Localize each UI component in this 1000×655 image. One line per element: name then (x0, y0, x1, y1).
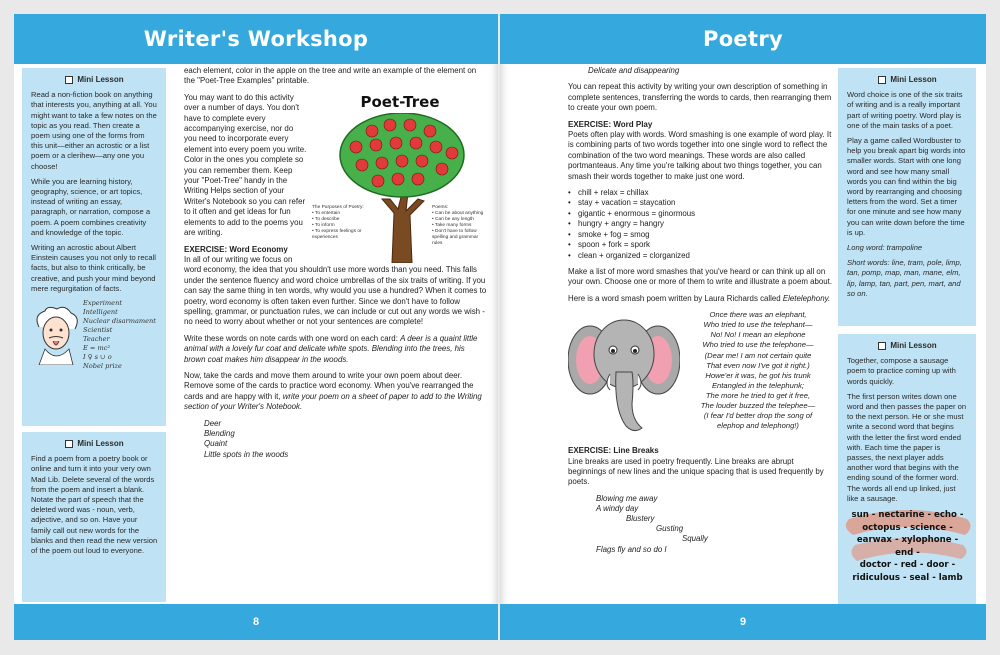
poem-line: That even now I've got it right.) (706, 360, 810, 370)
mini-lesson-title: Mini Lesson (890, 341, 937, 350)
poem-line: Once there was an elephant, (709, 310, 807, 320)
body-paragraph: You can repeat this activity by writing your own description of something in complete sentences, transferring the words to cards, then rearranging them to create your own poem. (568, 82, 832, 113)
poet-tree-title: Poet-Tree (360, 92, 440, 111)
mini-lesson-paragraph: Word choice is one of the six traits of writing and is a really important part of writing poetry. Word play is one of the main tasks of a poet. (847, 90, 963, 130)
sausage-line: ridiculous - seal - lamb (852, 572, 963, 583)
text-run: Now, take the cards and move them around to write your own poem about deer. Remove some of the cards to practice word economy. When you've rearranged the cards and are happy with it, (184, 370, 474, 401)
poem-line: The louder buzzed the telephee— (700, 400, 816, 410)
elephant-section (568, 310, 834, 442)
elephant-poem (680, 310, 834, 431)
caption-line: • Can be about anything (432, 210, 484, 216)
mini-lesson-box (838, 68, 976, 326)
text-run: Eletelephony. (782, 293, 831, 303)
sausage-poem (847, 509, 968, 584)
acrostic-line: I ♀ s ∪ o (83, 353, 112, 362)
acrostic-line: Teacher (83, 335, 110, 344)
caption-line: • To inform (312, 222, 335, 228)
right-page-title: Poetry (703, 27, 783, 51)
sausage-line: doctor - red - door - (859, 560, 956, 571)
deer-poem (184, 419, 488, 461)
mini-lesson-paragraph: Short words: line, tram, pole, limp, tan, pomp, map, man, mane, elm, lip, lamp, tan, part, pen, mart, and so on. (847, 258, 962, 298)
mini-lesson-box (838, 334, 976, 604)
poem-line: Flags fly and so do I (596, 544, 667, 554)
poem-line: Gusting (656, 523, 684, 533)
poem-line: Deer (204, 418, 222, 428)
list-item: • clean + organized = clorganized (568, 251, 834, 261)
checkbox-icon[interactable] (878, 76, 886, 84)
poem-line: Blowing me away (596, 493, 658, 503)
poem-line: Delicate and disappearing (588, 66, 680, 75)
elephant-icon (568, 310, 680, 438)
poem-line: (Dear me! I am not certain quite (704, 350, 812, 360)
sausage-lines (847, 509, 968, 584)
text-run: Write these words on note cards with one word on each card: (184, 333, 401, 343)
acrostic-line: Scientist (83, 326, 113, 335)
left-page-footer (14, 604, 498, 640)
mini-lesson-paragraph: While you are learning history, geography, science, or art topics, instead of writing an essay, paragraph, or narration, compose a poem. A poem combines creativity and knowledge of the topic. (31, 176, 151, 237)
poem-line: Blustery (626, 513, 655, 523)
right-page-footer (500, 604, 986, 640)
caption-line: Poems: (432, 204, 449, 210)
poem-line: Squally (682, 533, 708, 543)
text-run: A deer is a quaint little animal with a lovely fur coat and delicate white spots. Blending into the trees, his brown coat makes him disappear in the woods. (184, 333, 478, 364)
mini-lesson-title: Mini Lesson (890, 75, 937, 84)
einstein-illustration (31, 299, 158, 379)
text-run: Here is a word smash poem written by Laura Richards called (568, 293, 783, 303)
caption-line: • To express feelings or experiences (312, 228, 362, 240)
mini-lesson-paragraph: The first person writes down one word and then passes the paper on to the next person. He or she must write a second word that begins with the letter the first word ended with. Each time the paper is passes, the next player adds another word that begins with the ending sound of the former word. The words all end up linked, just like a sausage. (847, 391, 967, 503)
poem-line: Quaint (204, 439, 228, 449)
body-paragraph: Poets often play with words. Word smashing is one example of word play. It is combining parts of two words together into one single word to reflect the combination of the two word meanings. These words are also called portmanteaus. Any time you're talking about two things together, you can smash their words together to make just one word. (568, 130, 832, 181)
mini-lesson-paragraph: Writing an acrostic about Albert Einstein causes you not only to recall facts, but also to think critically, be creative, and push your mind beyond mere regurgitation of facts. (31, 243, 156, 293)
caption-line: • Don't have to follow spelling and grammar rules (432, 228, 479, 246)
list-item: • smoke + fog = smog (568, 230, 834, 240)
poem-line: Who tried to use the telephone— (702, 340, 814, 350)
list-item: • stay + vacation = staycation (568, 198, 834, 208)
right-main-column (568, 66, 834, 606)
poem-line: (I fear I'd better drop the song of (703, 411, 813, 421)
exercise-heading: EXERCISE: Word Play (568, 119, 653, 129)
mini-lesson-title: Mini Lesson (77, 439, 124, 448)
left-page-title: Writer's Workshop (143, 27, 369, 51)
left-main-column (184, 66, 488, 606)
mini-lesson-paragraph: Read a non-fiction book on anything that interests you, anything at all. You might want to take a few notes on the topic as you read. Then create a poem using one of the forms from this unit—either an acrostic or a list poem or a clerihew—any one you choose! (31, 90, 157, 171)
einstein-icon (31, 305, 81, 365)
checkbox-icon[interactable] (65, 76, 73, 84)
body-paragraph (568, 294, 834, 304)
list-item: • gigantic + enormous = ginormous (568, 209, 834, 219)
mini-lesson-box (22, 432, 166, 602)
poem-line: Howe'er it was, he got his trunk (705, 370, 811, 380)
acrostic-line: Intelligent (83, 308, 118, 317)
caption-line: • Can be any length (432, 216, 474, 222)
word-smash-list (568, 188, 834, 261)
body-paragraph: Line breaks are used in poetry frequently. Line breaks are abrupt beginnings of new lines and the unique spacing that is used frequently by poets. (568, 456, 824, 487)
sausage-line: octopus - science - (862, 522, 953, 533)
body-paragraph: In all of our writing we focus on word economy, the idea that you shouldn't use more words than you need. This falls under the sentence fluency and word choice umbrellas of the six traits of writing. If you can say the same thing in ten words, why would you use a hundred? When it comes to poetry, word economy is often taken even further. Since we don't have to follow spelling, grammar, or punctuation rules, we can include or cut out any words we wish - no need to worry about whether or not your sentences are complete! (184, 254, 487, 327)
checkbox-icon[interactable] (878, 342, 886, 350)
poem-line: No! No! I mean an elephone (710, 330, 806, 340)
acrostic-line: Nuclear disarmament (83, 317, 156, 326)
caption-line: • To entertain (312, 210, 340, 216)
exercise-heading: EXERCISE: Line Breaks (568, 446, 659, 456)
mini-lesson-heading (847, 341, 968, 351)
left-page-header (14, 14, 498, 64)
poet-tree-caption-left (312, 205, 368, 241)
left-page (14, 14, 498, 640)
acrostic-line: Nobel prize (83, 362, 122, 371)
checkbox-icon[interactable] (65, 440, 73, 448)
right-page-header (500, 14, 986, 64)
body-paragraph (184, 334, 488, 365)
wind-poem (568, 494, 834, 556)
body-paragraph: each element, color in the apple on the tree and write an example of the element on the "Poet-Tree Examples" printable. (184, 66, 477, 86)
mini-lesson-heading (847, 75, 968, 85)
list-item: • hungry + angry = hangry (568, 219, 834, 229)
sausage-line: earwax - xylophone - end - (856, 535, 959, 558)
mini-lesson-box (22, 68, 166, 426)
poet-tree-figure (312, 93, 488, 263)
caption-line: • To describe (312, 216, 340, 222)
list-item: • spoon + fork = spork (568, 240, 834, 250)
list-item: • chill + relax = chillax (568, 188, 834, 198)
body-paragraph: You may want to do this activity over a number of days. You don't have to complete every accompanying exercise, nor do you need to incorporate every element into every poem you write. Color in the ones you complete so you can remember them. Keep your "Poet-Tree" handy in the Writing Helps section of your Writer's Notebook so you can refer to it often and get ideas for fun elements to add to the poems you are writing. (184, 92, 307, 238)
body-paragraph (184, 371, 488, 413)
right-page (500, 14, 986, 640)
sausage-line: sun - nectarine - echo - (851, 510, 964, 521)
mini-lesson-heading (31, 439, 158, 449)
einstein-acrostic (83, 299, 156, 371)
mini-lesson-paragraph: Find a poem from a poetry book or online and turn it into your very own Mad Lib. Delete several of the words from the poem and insert a blank. Notate the part of speech that the deleted word was - noun, verb, adjective, and so on. Have your family call out new words for the blanks and then read the new version of the poem out loud to everyone. (31, 454, 158, 556)
mini-lesson-heading (31, 75, 158, 85)
caption-line: • Take many forms (432, 222, 472, 228)
poem-line: A windy day (596, 503, 639, 513)
body-paragraph: Make a list of more word smashes that you've heard or can think up all on your own. Choose one or more of them to write and illustrate a poem about. (568, 266, 833, 287)
exercise-heading: EXERCISE: Word Economy (184, 244, 288, 254)
poem-line: elephop and telephong!) (717, 421, 799, 431)
poem-line: The more he tried to get it free, (705, 390, 811, 400)
acrostic-line: Experiment (83, 299, 122, 308)
caption-line: The Purposes of Poetry: (312, 204, 364, 210)
text-run: write your poem on a sheet of paper to add to the Writing section of your Writer's Notebook. (184, 391, 482, 412)
mini-lesson-paragraph: Long word: trampoline (847, 243, 923, 253)
poet-tree-caption-right (432, 205, 488, 247)
mini-lesson-title: Mini Lesson (77, 75, 124, 84)
poem-line: Blending (204, 429, 235, 438)
poem-line: Little spots in the woods (204, 449, 289, 459)
acrostic-line: E = mc² (83, 344, 111, 353)
page-number: 9 (739, 616, 747, 628)
page-number: 8 (252, 616, 260, 628)
poem-line: Entangled in the telephunk; (711, 380, 805, 390)
poem-line: Who tried to use the telephant— (703, 320, 813, 330)
mini-lesson-paragraph: Together, compose a sausage poem to practice coming up with words quickly. (847, 356, 956, 386)
mini-lesson-paragraph: Play a game called Wordbuster to help you break apart big words into smaller words. Start with one long word and see how many small words you can find within the big word by rearranging and choosing letters from the word. Set a timer for one minute and see how many you can write down before the time is up. (847, 136, 966, 237)
